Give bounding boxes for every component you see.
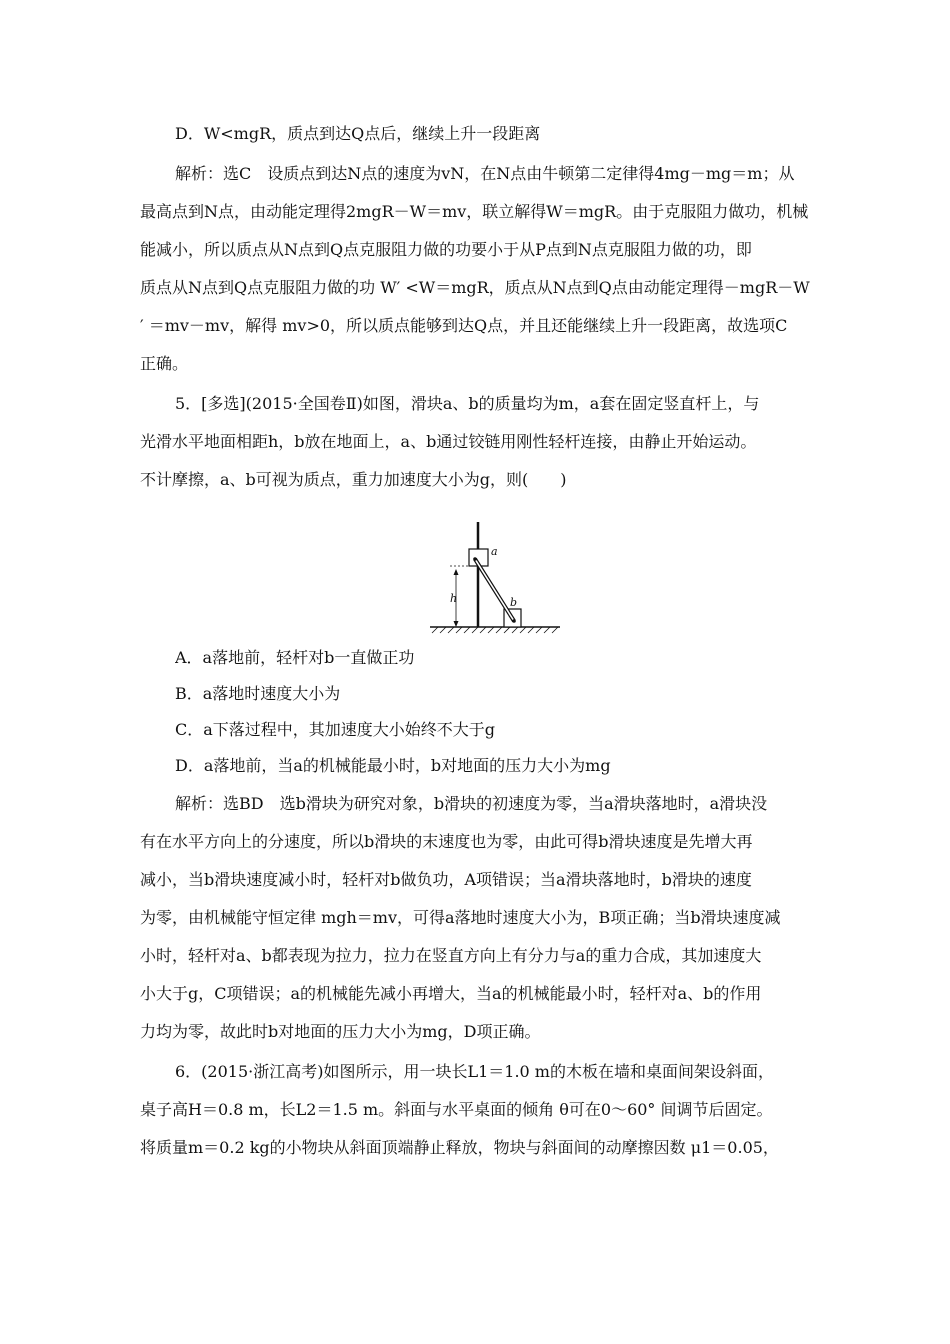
option-d: D．a落地前，当a的机械能最小时，b对地面的压力大小为mg xyxy=(175,756,611,775)
analysis-5-line-1: 解析：选BD 选b滑块为研究对象，b滑块的初速度为零，当a滑块落地时，a滑块没 xyxy=(175,794,768,813)
option-a: A．a落地前，轻杆对b一直做正功 xyxy=(175,648,415,667)
question-6-line-2: 桌子高H＝0.8 m，长L2＝1.5 m。斜面与水平桌面的倾角 θ可在0～60° 间调节后固定。 xyxy=(140,1100,773,1119)
option-c: C．a下落过程中，其加速度大小始终不大于g xyxy=(175,720,496,739)
analysis-5-line-6: 小大于g，C项错误；a的机械能先减小再增大，当a的机械能最小时，轻杆对a、b的作用 xyxy=(140,984,762,1003)
analysis-prev-1: 解析：选C 设质点到达N点的速度为vN，在N点由牛顿第二定律得4mg－mg＝m；从 xyxy=(175,164,795,183)
question-6-line-3: 将质量m＝0.2 kg的小物块从斜面顶端静止释放，物块与斜面间的动摩擦因数 μ1＝0.05， xyxy=(140,1138,779,1157)
analysis-prev-6: 正确。 xyxy=(140,354,189,373)
analysis-prev-5: ′ ＝mv－mv，解得 mv>0，所以质点能够到达Q点，并且还能继续上升一段距离，故选项C xyxy=(140,316,788,335)
hinge-a xyxy=(473,557,477,561)
question-5-line-2: 光滑水平地面相距h，b放在地面上，a、b通过铰链用刚性轻杆连接，由静止开始运动。 xyxy=(140,432,757,451)
question-5-line-3: 不计摩擦，a、b可视为质点，重力加速度大小为g，则( ) xyxy=(140,470,567,489)
analysis-prev-3: 能减小，所以质点从N点到Q点克服阻力做的功要小于从P点到N点克服阻力做的功，即 xyxy=(140,240,752,259)
hinge-b xyxy=(512,619,516,623)
label-a: a xyxy=(491,545,498,558)
question-5-line-1: 5．[多选](2015·全国卷Ⅱ)如图，滑块a、b的质量均为m，a套在固定竖直杆上，与 xyxy=(175,394,760,413)
sliding-blocks-figure xyxy=(428,520,562,636)
analysis-prev-2: 最高点到N点，由动能定理得2mgR－W＝mv，联立解得W＝mgR。由于克服阻力做功，机械 xyxy=(140,202,809,221)
analysis-5-line-5: 小时，轻杆对a、b都表现为拉力，拉力在竖直方向上有分力与a的重力合成，其加速度大 xyxy=(140,946,762,965)
question-6-line-1: 6．(2015·浙江高考)如图所示，用一块长L1＝1.0 m的木板在墙和桌面间架设斜面， xyxy=(175,1062,774,1081)
option-b: B．a落地时速度大小为 xyxy=(175,684,341,703)
analysis-5-line-7: 力均为零，故此时b对地面的压力大小为mg，D项正确。 xyxy=(140,1022,541,1041)
analysis-5-line-3: 减小，当b滑块速度减小时，轻杆对b做负功，A项错误；当a滑块落地时，b滑块的速度 xyxy=(140,870,752,889)
analysis-5-line-2: 有在水平方向上的分速度，所以b滑块的末速度也为零，由此可得b滑块速度是先增大再 xyxy=(140,832,753,851)
label-b: b xyxy=(510,596,518,609)
analysis-5-line-4: 为零，由机械能守恒定律 mgh＝mv，可得a落地时速度大小为，B项正确；当b滑块速度减 xyxy=(140,908,781,927)
ground-hatching xyxy=(432,627,558,633)
option-d-prev: D．W<mgR，质点到达Q点后，继续上升一段距离 xyxy=(175,124,541,143)
label-h: h xyxy=(450,592,458,605)
analysis-prev-4: 质点从N点到Q点克服阻力做的功 W′ <W＝mgR，质点从N点到Q点由动能定理得－mgR－W xyxy=(140,278,810,297)
